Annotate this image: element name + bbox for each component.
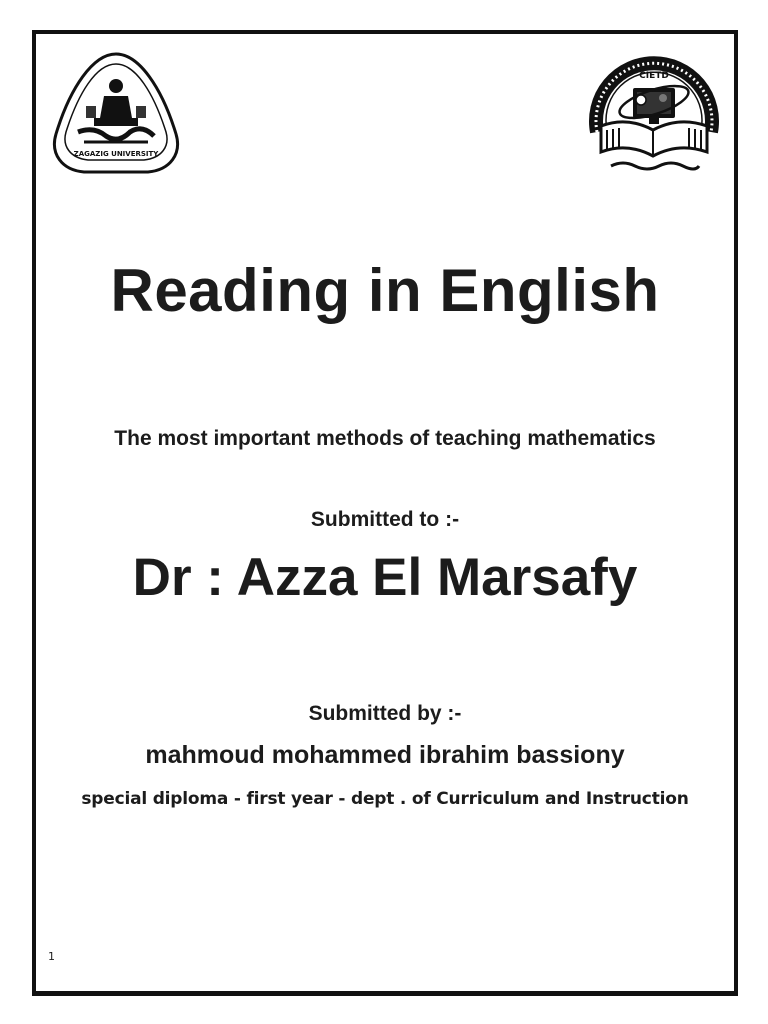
cietd-department-logo — [583, 42, 725, 178]
instructor-name: Dr : Azza El Marsafy — [132, 548, 638, 607]
document-subtitle: The most important methods of teaching mathematics — [114, 427, 656, 450]
zagazig-university-logo — [44, 48, 188, 178]
page-frame — [32, 30, 738, 996]
logo-left-text: ZAGAZIG UNIVERSITY — [73, 150, 159, 158]
student-name: mahmoud mohammed ibrahim bassiony — [145, 741, 625, 769]
logo-right-acronym: CIETD — [639, 71, 669, 81]
submitted-by-label: Submitted by :- — [308, 702, 462, 725]
bottom-rule — [36, 991, 734, 992]
page-number: 1 — [48, 950, 55, 963]
submitted-to-label: Submitted to :- — [310, 508, 460, 531]
program-description: special diploma - first year - dept . of Curriculum and Instruction — [81, 789, 689, 809]
document-title: Reading in English — [110, 257, 660, 324]
